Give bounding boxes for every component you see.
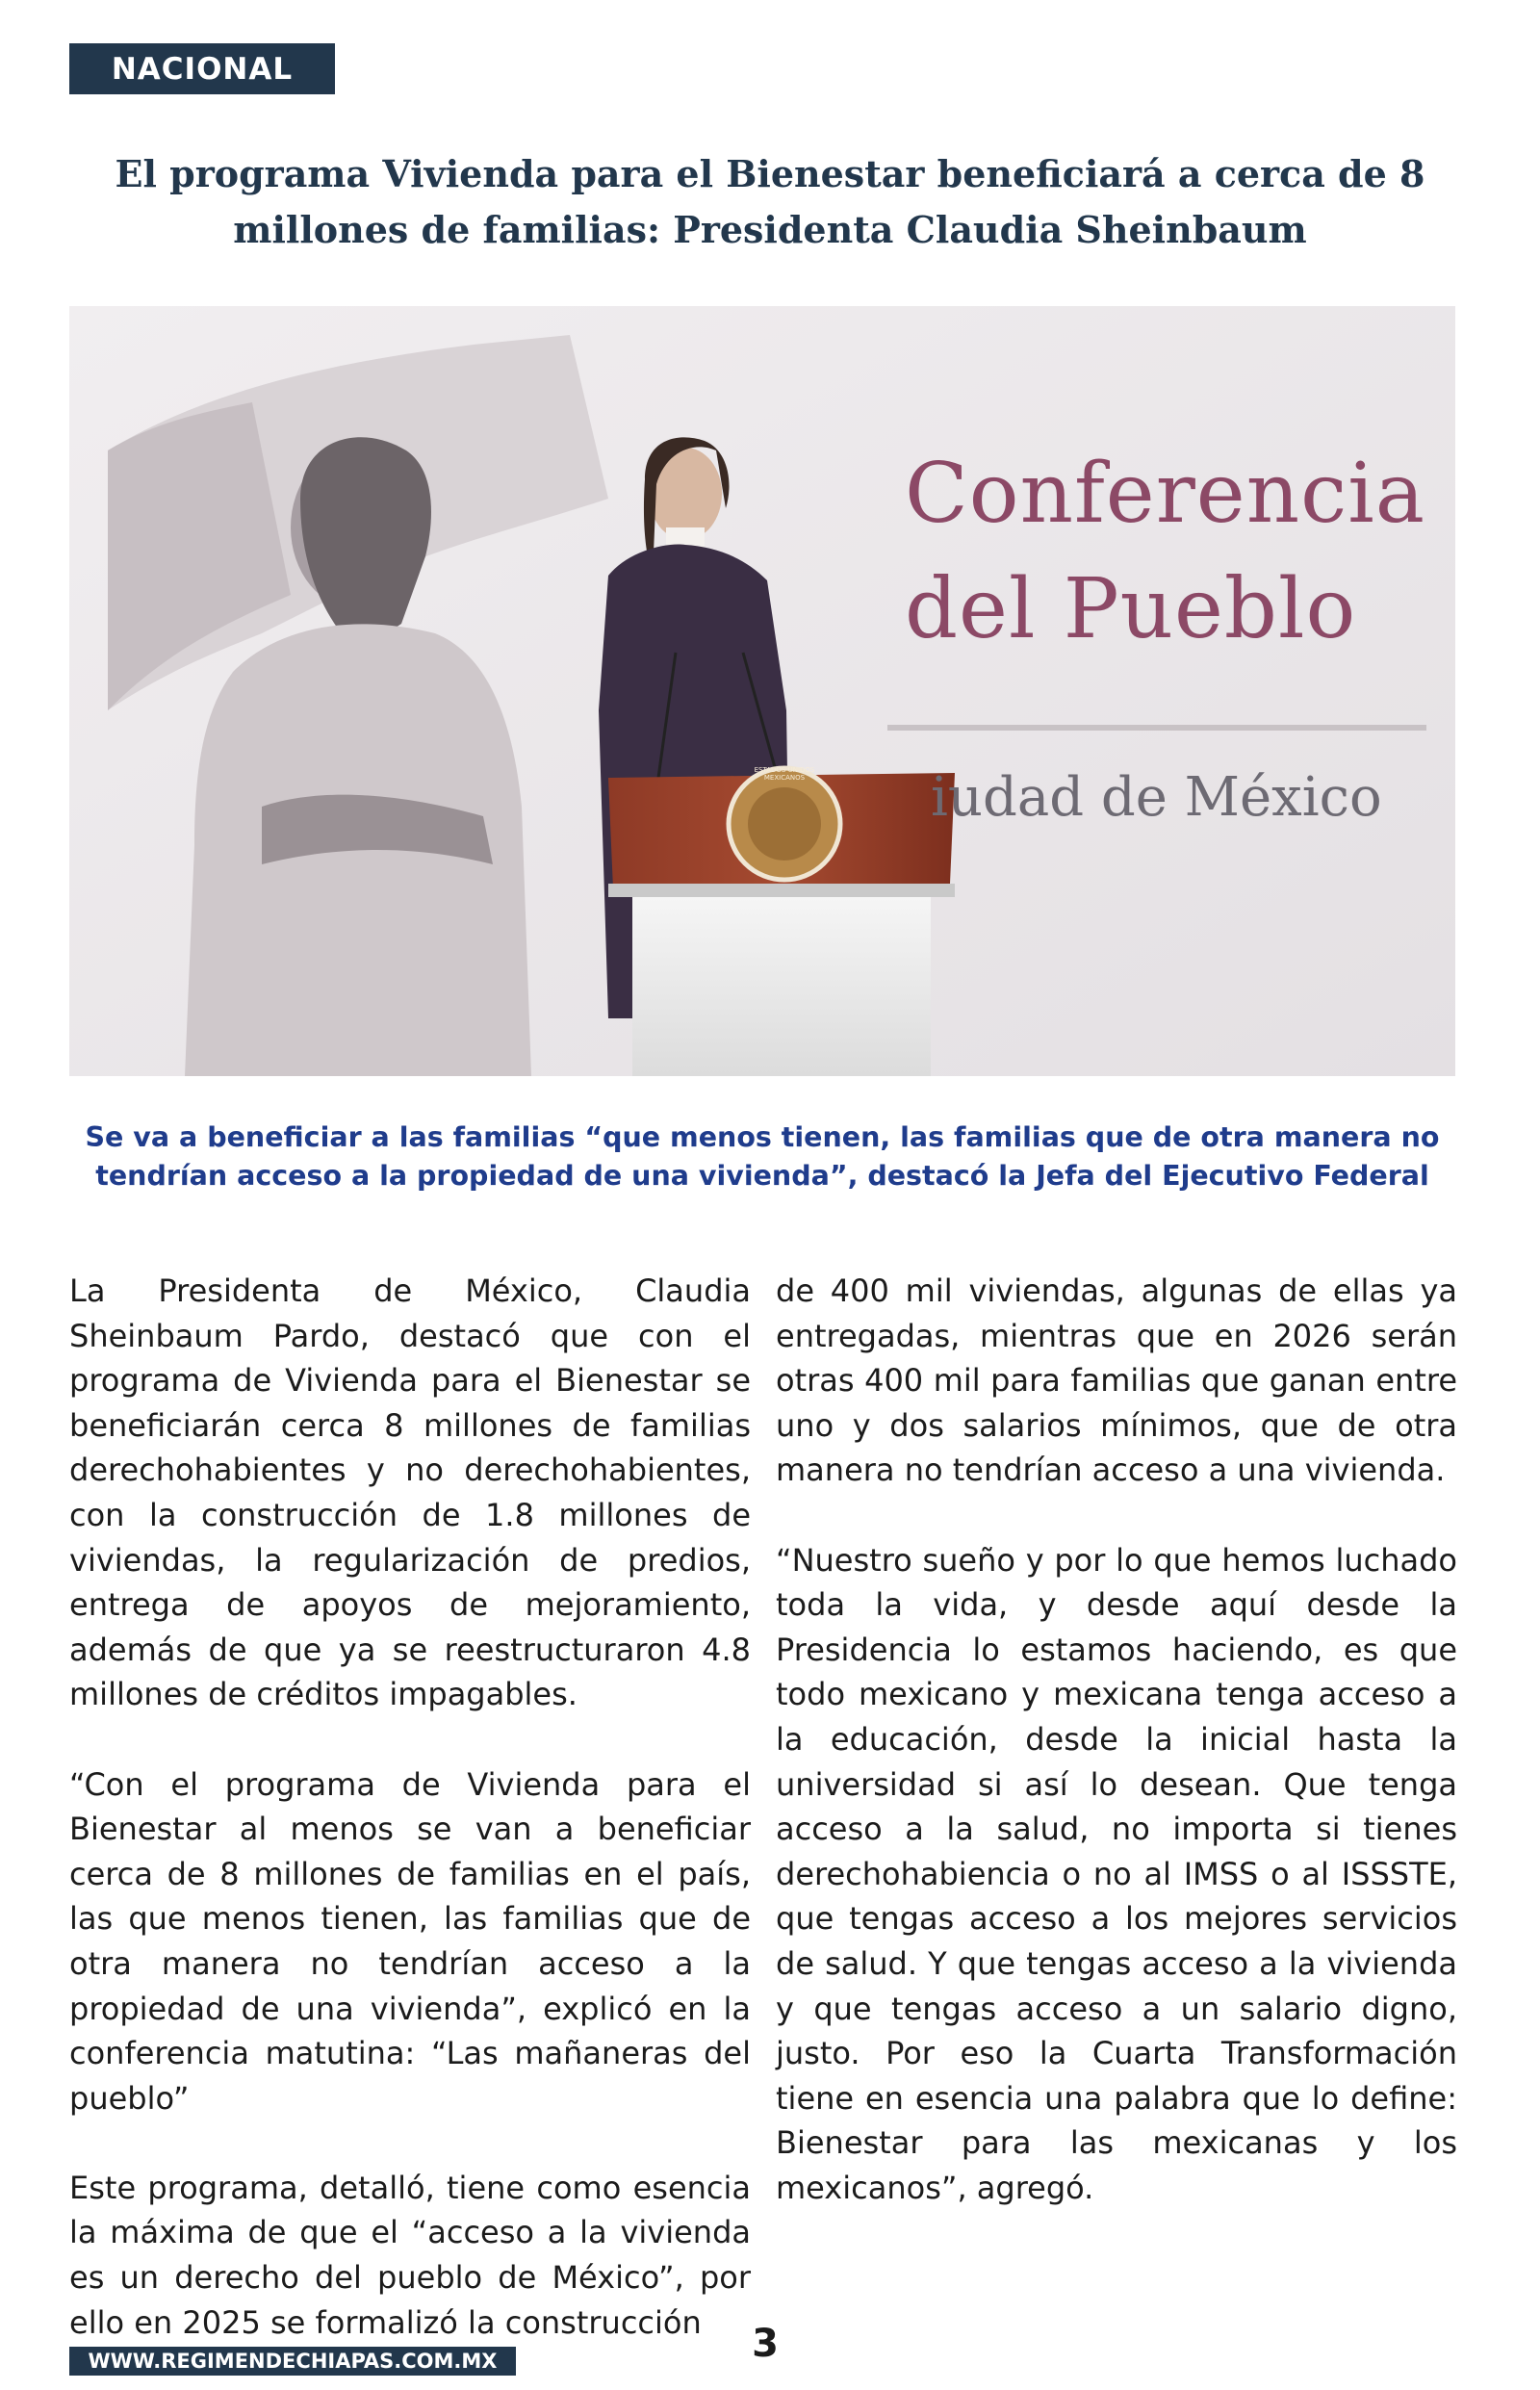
paragraph: “Nuestro sueño y por lo que hemos luchado toda la vida, y desde aquí desde la Presidencia lo estamos haciendo, es que todo mexicano y mexicana tenga acceso a la educación, desde la inicial hasta la universidad si así lo desean. Que tenga acceso a la salud, no importa si tienes derechohabiencia o no al IMSS o al ISSSTE, que tengas acceso a los mejores servicios de salud. Y que tengas acceso a la vivienda y que tengas acceso a un salario digno, justo. Por eso la Cuarta Transformación tiene en esencia una palabra que lo define: Bienestar para las mexicanas y los mexicanos”, agregó. <box>776 1541 1457 2206</box>
headline: El programa Vivienda para el Bienestar beneficiará a cerca de 8 millones de familias: Presidenta Claudia Sheinbaum <box>115 152 1425 251</box>
backdrop-title-line1: Conferencia <box>905 446 1426 542</box>
page-number: 3 <box>752 2322 779 2366</box>
subhead: Se va a beneficiar a las familias “que menos tienen, las familias que de otra manera no tendrían acceso a la propiedad de una vivienda”, destacó la Jefa del Ejecutivo Federal <box>85 1121 1440 1192</box>
podium-column <box>632 884 931 1076</box>
photo-illustration <box>69 306 1455 1076</box>
seal-text: ESTADOS UNIDOS MEXICANOS <box>754 766 815 782</box>
paragraph: “Con el programa de Vivienda para el Bienestar al menos se van a beneficiar cerca de 8 millones de familias en el país, las que menos tienen, las familias que de otra manera no tendrían acceso a la propiedad de una vivienda”, explicó en la conferencia matutina: “Las mañaneras del pueblo” <box>69 1765 751 2117</box>
paragraph: de 400 mil viviendas, algunas de ellas ya entregadas, mientras que en 2026 serán otras 400 mil para familias que ganan entre uno y dos salarios mínimos, que de otra manera no tendrían acceso a una vivienda. <box>776 1272 1457 1489</box>
paragraph: La Presidenta de México, Claudia Sheinbaum Pardo, destacó que con el programa de Vivienda para el Bienestar se beneficiarán cerca 8 millones de familias derechohabientes y no derechohabientes, con la construcción de 1.8 millones de viviendas, la regularización de predios, entrega de apoyos de mejoramiento, además de que ya se reestructuraron 4.8 millones de créditos impagables. <box>69 1272 751 1713</box>
body-column-left <box>69 1269 751 2390</box>
section-tag: NACIONAL <box>69 43 335 94</box>
backdrop-subtitle: iudad de México <box>931 766 1382 829</box>
backdrop-title-line2: del Pueblo <box>905 561 1357 657</box>
website-link[interactable]: WWW.REGIMENDECHIAPAS.COM.MX <box>69 2347 516 2376</box>
article-photo <box>69 306 1455 1076</box>
body-column-right <box>776 1269 1457 2255</box>
paragraph: Este programa, detalló, tiene como esencia la máxima de que el “acceso a la vivienda es un derecho del pueblo de México”, por ello en 2025 se formalizó la construcción <box>69 2169 751 2341</box>
